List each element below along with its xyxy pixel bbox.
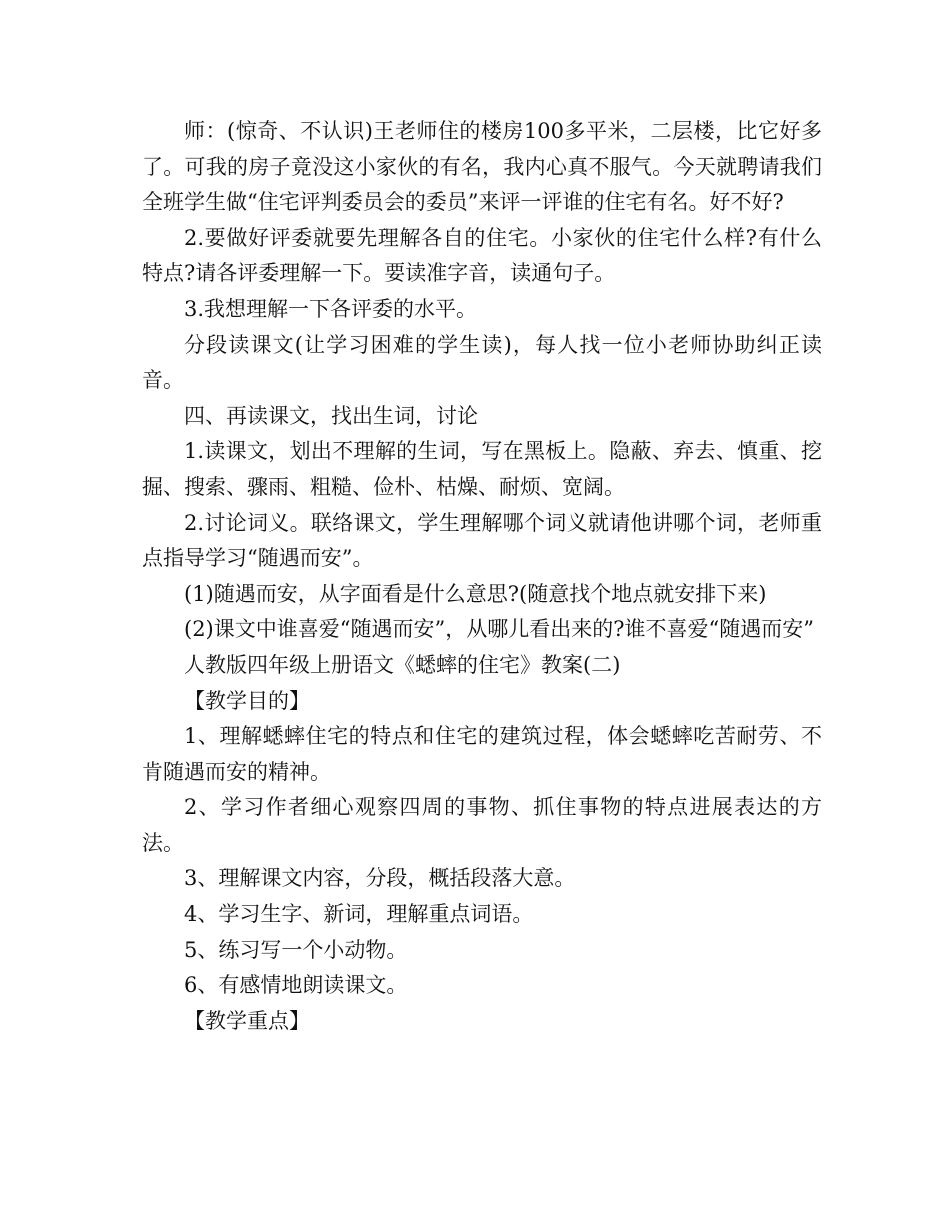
section-heading-4: 四、再读课文，找出生词，讨论 [184,403,478,428]
goal-item-3: 3、理解课文内容，分段，概括段落大意。 [184,866,576,891]
goal-item-6: 6、有感情地朗读课文。 [184,973,408,998]
paragraph-step-3: 3.我想理解一下各评委的水平。 [184,296,478,321]
goal-item-2: 2、学习作者细心观察四周的事物、抓住事物的特点进展表达的方法。 [142,795,822,855]
paragraph-segment-reading: 分段读课文(让学习困难的学生读)，每人找一位小老师协助纠正读音。 [142,332,822,393]
document-body [142,114,822,1039]
paragraph-vocab-2: 2.讨论词义。联络课文，学生理解哪个词义就请他讲哪个词，老师重点指导学习“随遇而安”。 [142,510,822,571]
paragraph-question-2: (2)课文中谁喜爱“随遇而安”，从哪儿看出来的?谁不喜爱“随遇而安” [184,617,814,642]
paragraph-teacher-dialogue: 师：(惊奇、不认识)王老师住的楼房100多平米，二层楼，比它好多了。可我的房子竟没这小家伙的有名，我内心真不服气。今天就聘请我们全班学生做“住宅评判委员会的委员”来评一评谁的住宅有名。好不好? [142,119,822,215]
paragraph-vocab-1: 1.读课文，划出不理解的生词，写在黑板上。隐蔽、弃去、慎重、挖掘、搜索、骤雨、粗糙、俭朴、枯燥、耐烦、宽阔。 [142,439,822,499]
paragraph-question-1: (1)随遇而安，从字面看是什么意思?(随意找个地点就安排下来) [184,581,767,606]
heading-teaching-goals: 【教学目的】 [184,688,310,713]
goal-item-4: 4、学习生字、新词，理解重点词语。 [184,902,534,927]
goal-item-5: 5、练习写一个小动物。 [184,937,408,962]
goal-item-1: 1、理解蟋蟀住宅的特点和住宅的建筑过程，体会蟋蟀吃苦耐劳、不肯随遇而安的精神。 [142,724,822,784]
paragraph-step-2: 2.要做好评委就要先理解各自的住宅。小家伙的住宅什么样?有什么特点?请各评委理解一下。要读准字音，读通句子。 [142,225,822,286]
heading-teaching-focus: 【教学重点】 [184,1008,310,1033]
lesson-plan-title: 人教版四年级上册语文《蟋蟀的住宅》教案(二) [184,652,621,677]
